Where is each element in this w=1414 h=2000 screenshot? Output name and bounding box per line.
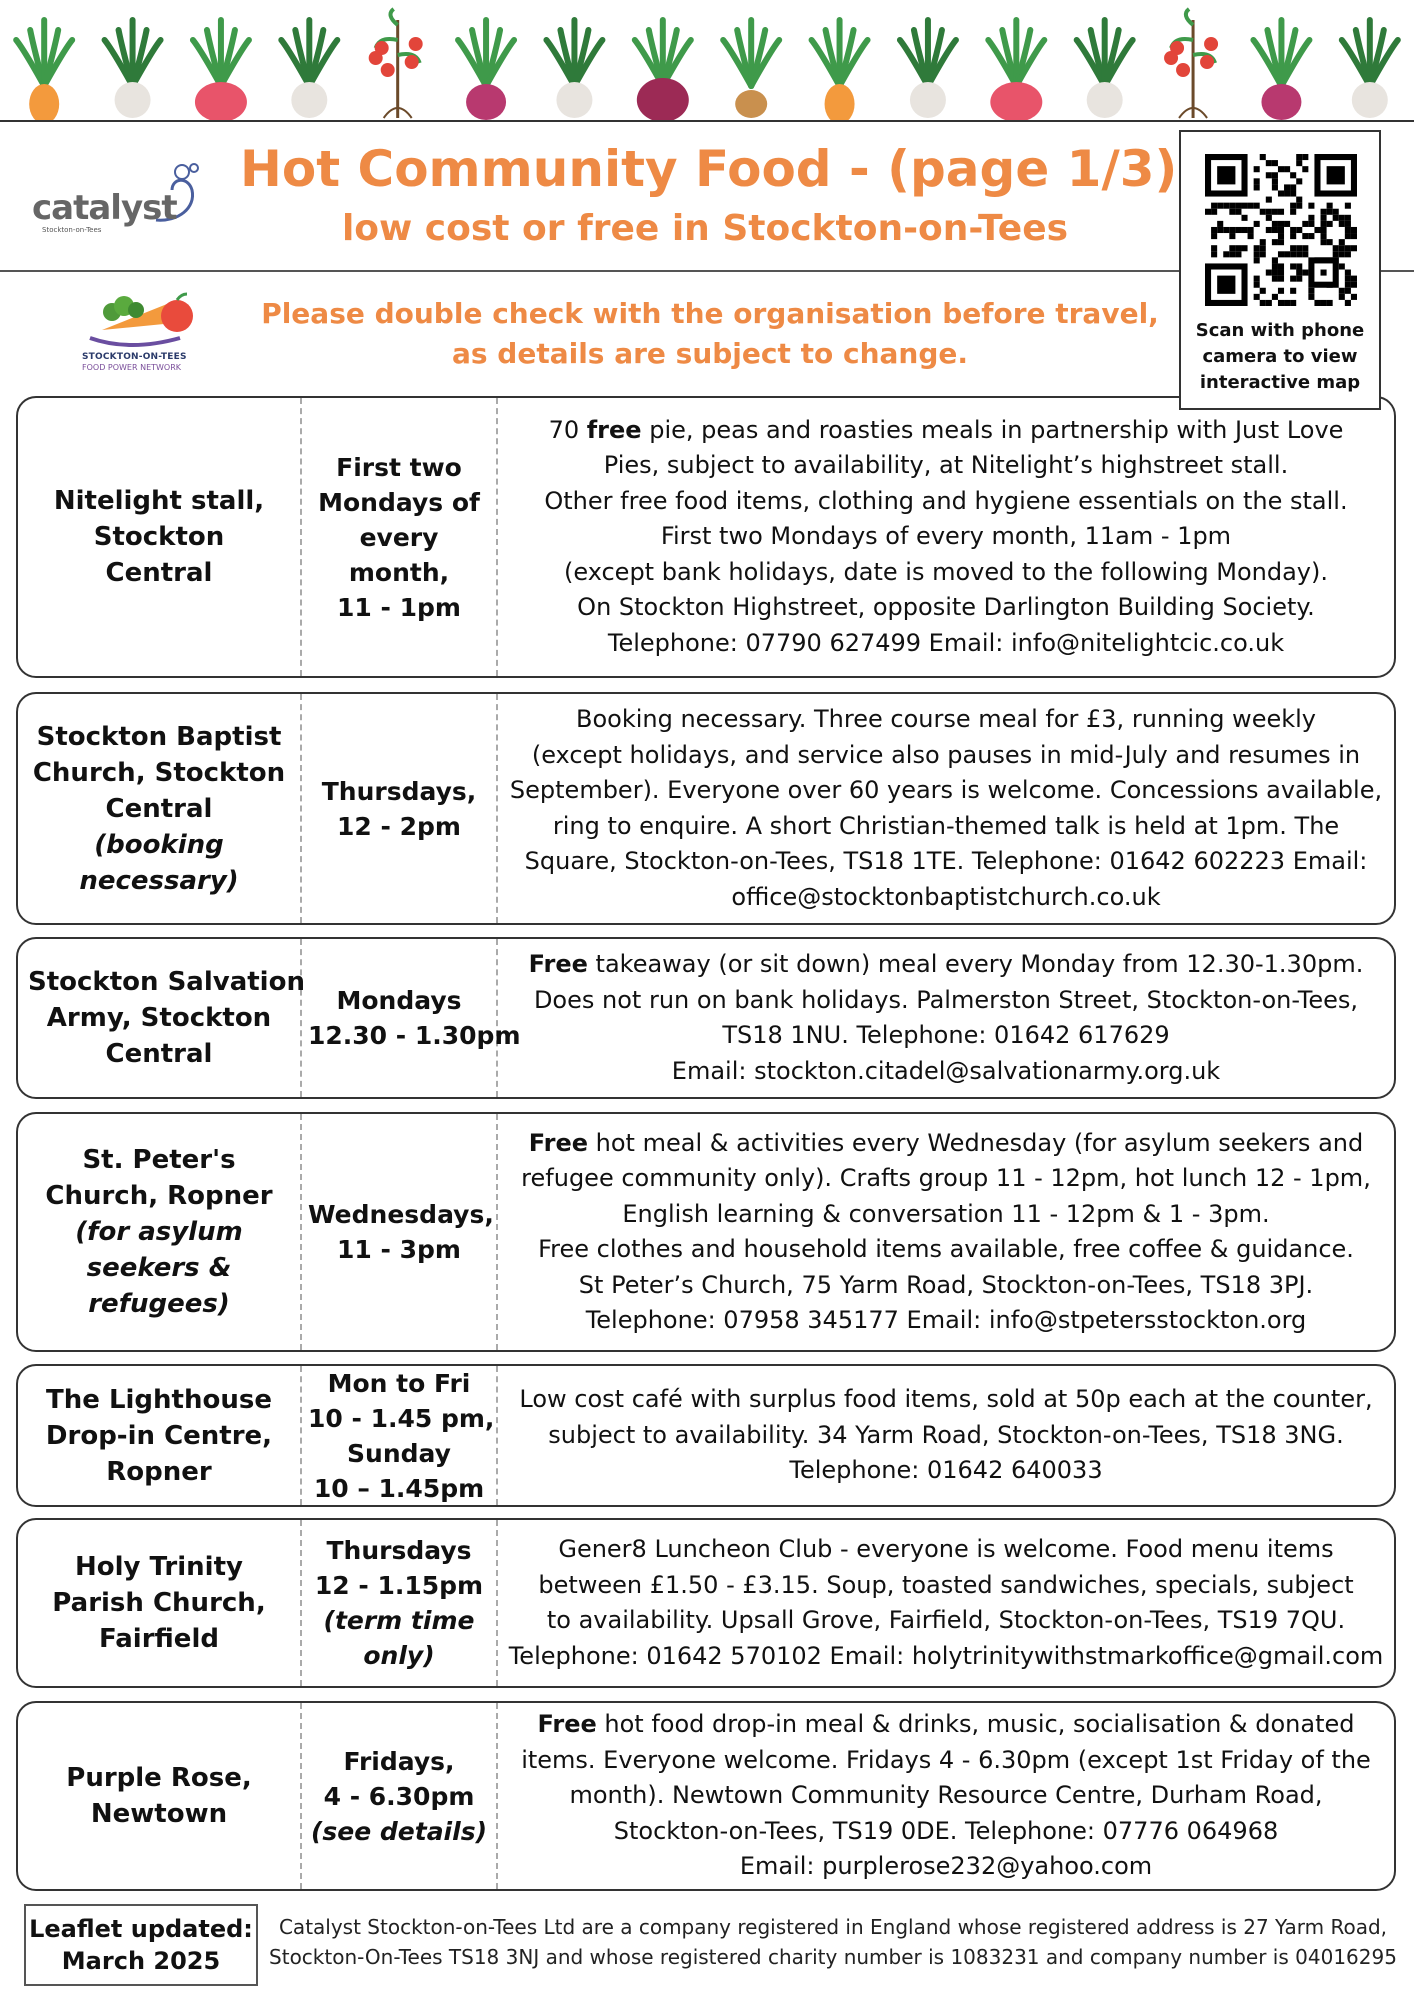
description-line: Telephone: 07790 627499 Email: info@nitelightcic.co.uk [607, 628, 1285, 657]
description-highlight: Free [537, 1710, 597, 1739]
opening-time-line: 4 - 6.30pm [323, 1781, 475, 1811]
listing-entry [16, 396, 1396, 678]
venue-name-line: The Lighthouse [46, 1384, 272, 1415]
description [508, 947, 1384, 1089]
opening-time-line: 10 - 1.45 pm, [308, 1403, 495, 1433]
food-power-name: STOCKTON-ON-TEES [82, 352, 187, 362]
updated-date: March 2025 [61, 1947, 221, 1975]
venue-name [28, 483, 290, 591]
venue-name-cell [18, 1366, 302, 1505]
opening-time-line: Thursdays, [321, 776, 477, 806]
description-line: subject to availability. 34 Yarm Road, Stockton-on-Tees, TS18 3NG. [548, 1420, 1344, 1449]
venue-name-line: Nitelight stall, [53, 486, 265, 516]
venue-name-line: Newtown [90, 1799, 228, 1829]
venue-name-cell [18, 1520, 302, 1686]
description-line: ring to enquire. A short Christian-themed talk is held at 1pm. The [552, 811, 1340, 840]
legal-line: Catalyst Stockton-on-Tees Ltd are a company registered in England whose registered address is 27 Yarm Road, [278, 1915, 1388, 1939]
venue-name-line: Holy Trinity [75, 1552, 243, 1582]
description-cell [498, 939, 1394, 1097]
vegetable-basket-icon [72, 290, 202, 350]
description-line: Telephone: 01642 640033 [789, 1456, 1103, 1485]
description-highlight: Free [528, 950, 588, 978]
opening-time-line: 12 - 1.15pm [314, 1571, 484, 1600]
description [508, 413, 1384, 662]
venue-name-line: St. Peter's [82, 1145, 236, 1175]
opening-time-line: 12 - 2pm [337, 811, 461, 841]
opening-time [308, 983, 521, 1053]
tomato-plant-icon [369, 9, 423, 118]
turnip-icon [1342, 20, 1398, 118]
description-cell [498, 1703, 1394, 1889]
venue-name-cell [18, 398, 302, 676]
description-cell [498, 694, 1394, 923]
opening-time [308, 1744, 490, 1849]
description-line: office@stocktonbaptistchurch.co.uk [731, 882, 1161, 911]
qr-caption [1181, 318, 1379, 396]
description-text: pie, peas and roasties meals in partnership with Just Love [641, 415, 1344, 444]
opening-time-line: First two [336, 452, 462, 482]
venue-name-line: Ropner [106, 1456, 212, 1487]
description-line: to availability. Upsall Grove, Fairfield, Stockton-on-Tees, TS19 7QU. [546, 1606, 1346, 1634]
vegetable-banner [0, 0, 1414, 122]
description-line: Email: stockton.citadel@salvationarmy.org.uk [671, 1056, 1221, 1085]
venue-name-cell [18, 1703, 302, 1889]
notice-line: Please double check with the organisation before travel, [261, 297, 1159, 330]
description-highlight: free [586, 415, 642, 444]
opening-time-line: Sunday [347, 1438, 451, 1468]
venue-name-line: Central [105, 793, 213, 824]
venue-name [28, 1382, 290, 1490]
beetroot-icon [635, 20, 691, 122]
description-line: refugee community only). Crafts group 11 - 12pm, hot lunch 12 - 1pm, [521, 1164, 1371, 1192]
opening-time-line: 11 - 3pm [337, 1235, 461, 1264]
qr-code-box[interactable] [1179, 130, 1381, 410]
opening-time-line: 10 – 1.45pm [313, 1473, 485, 1503]
venue-name-line: Parish Church, [52, 1588, 266, 1618]
venue-name-line: Stockton [93, 522, 225, 552]
description-line: items. Everyone welcome. Fridays 4 - 6.30pm (except 1st Friday of the [521, 1745, 1371, 1774]
turnip-icon [546, 20, 602, 118]
opening-time-line: every [359, 522, 439, 552]
description-line: Other free food items, clothing and hygiene essentials on the stall. [544, 486, 1348, 515]
description-line: Free clothes and household items available, free coffee & guidance. [538, 1235, 1354, 1263]
description [508, 1382, 1384, 1489]
opening-time-line: Mon to Fri [327, 1368, 471, 1398]
description-line: First two Mondays of every month, 11am - 1pm [660, 522, 1232, 551]
listing-entry [16, 1112, 1396, 1352]
opening-time-note: (see details) [310, 1816, 488, 1846]
description-line [508, 1707, 1384, 1743]
qr-caption-line: interactive map [1199, 372, 1361, 393]
beet-icon [458, 20, 514, 120]
venue-name-line: Stockton Salvation [28, 967, 305, 997]
opening-time [308, 450, 490, 625]
description-line [508, 947, 1384, 983]
description-line: Email: purplerose232@yahoo.com [739, 1852, 1153, 1881]
venue-name-cell [18, 1114, 302, 1350]
opening-time-cell [302, 1520, 498, 1686]
description-line: month). Newtown Community Resource Centre, Durham Road, [569, 1781, 1323, 1810]
page-title: Hot Community Food - (page 1/3) [240, 140, 1178, 198]
legal-line: Stockton-On-Tees TS18 3NJ and whose registered charity number is 1083231 and company number is 04016295 [269, 1945, 1397, 1969]
vegetable-illustration [0, 0, 1414, 122]
description [508, 1126, 1384, 1339]
venue-name [28, 1760, 290, 1832]
updated-label: Leaflet updated: [29, 1915, 253, 1943]
turnip-icon [900, 20, 956, 118]
description-cell [498, 1366, 1394, 1505]
venue-name-line: Purple Rose, [66, 1763, 252, 1793]
description-line: Stockton-on-Tees, TS19 0DE. Telephone: 07776 064968 [613, 1816, 1279, 1845]
description-line: September). Everyone over 60 years is welcome. Concessions available, [509, 776, 1383, 804]
banner-divider [0, 120, 1414, 122]
opening-time [308, 1533, 490, 1673]
description-line [508, 413, 1384, 449]
listing-entry [16, 692, 1396, 925]
opening-time-line: Wednesdays, [308, 1200, 494, 1229]
opening-time-cell [302, 1114, 498, 1350]
listing-entry [16, 1364, 1396, 1507]
listing-entry [16, 1518, 1396, 1688]
venue-name-line: Central [105, 558, 213, 588]
venue-name-cell [18, 939, 305, 1097]
description-text: takeaway (or sit down) meal every Monday from 12.30-1.30pm. [587, 950, 1364, 978]
opening-time-line: Fridays, [343, 1746, 455, 1776]
description-line: between £1.50 - £3.15. Soup, toasted sandwiches, specials, subject [538, 1570, 1354, 1599]
description-cell [498, 398, 1394, 676]
qr-caption-line: Scan with phone [1195, 320, 1365, 341]
description [508, 1707, 1384, 1885]
description-line: Telephone: 07958 345177 Email: info@stpetersstockton.org [585, 1306, 1307, 1334]
catalyst-wordmark: catalyst [32, 188, 177, 228]
opening-time-cell [302, 1703, 498, 1889]
description-cell [498, 1114, 1394, 1350]
turnip-icon [105, 20, 161, 118]
opening-time-line: Mondays of [318, 487, 480, 517]
opening-time-cell [302, 939, 521, 1097]
description-line: Low cost café with surplus food items, sold at 50p each at the counter, [519, 1385, 1373, 1414]
carrot-icon [812, 20, 868, 122]
notice-line: as details are subject to change. [451, 337, 969, 370]
turnip-icon [281, 20, 337, 118]
listing-entry [16, 1701, 1396, 1891]
tomato-plant-icon [1164, 9, 1218, 118]
leaflet-updated-box [24, 1904, 258, 1986]
beet-icon [1253, 20, 1309, 120]
description-line: English learning & conversation 11 - 12pm & 1 - 3pm. [622, 1199, 1270, 1228]
legal-notice [268, 1912, 1398, 1972]
page-subtitle: low cost or free in Stockton-on-Tees [341, 208, 1069, 249]
description-lead: 70 [548, 415, 587, 444]
venue-name-line: Central [105, 1039, 213, 1069]
description-line: Does not run on bank holidays. Palmerston Street, Stockton-on-Tees, [533, 985, 1359, 1014]
opening-time [308, 1197, 494, 1267]
venue-name-line: Stockton Baptist [36, 721, 282, 752]
radish-icon [193, 20, 249, 122]
opening-time-cell [302, 398, 498, 676]
opening-time [308, 774, 490, 844]
opening-time-line: Mondays [336, 986, 462, 1015]
opening-time-line: 11 - 1pm [337, 592, 461, 622]
radish-icon [988, 20, 1044, 122]
opening-time-line: 12.30 - 1.30pm [308, 1021, 521, 1050]
turnip-icon [1077, 20, 1133, 118]
description-text: hot food drop-in meal & drinks, music, socialisation & donated [596, 1710, 1355, 1739]
venue-name [28, 1549, 290, 1657]
venue-name [28, 1142, 290, 1322]
venue-name-cell [18, 694, 302, 923]
description [508, 702, 1384, 915]
venue-name-line: Army, Stockton [46, 1003, 272, 1033]
description-line: Booking necessary. Three course meal for £3, running weekly [575, 705, 1316, 733]
venue-name-line: Fairfield [99, 1624, 219, 1654]
opening-time-cell [302, 694, 498, 923]
description-text: hot meal & activities every Wednesday (for asylum seekers and [588, 1128, 1364, 1157]
opening-time-line: month, [348, 557, 450, 587]
description-line: Pies, subject to availability, at Nitelight’s highstreet stall. [603, 451, 1289, 480]
venue-note: (for asylum seekers & refugees) [75, 1217, 243, 1319]
opening-time-note: (term time only) [323, 1606, 475, 1670]
description-line: TS18 1NU. Telephone: 01642 617629 [722, 1021, 1170, 1049]
description-line: (except bank holidays, date is moved to the following Monday). [564, 557, 1328, 586]
listing-entry [16, 937, 1396, 1099]
description-cell [498, 1520, 1394, 1686]
opening-time-cell [302, 1366, 498, 1505]
description-line: St Peter’s Church, 75 Yarm Road, Stockton-on-Tees, TS18 3PJ. [578, 1270, 1314, 1299]
venue-name-line: Drop-in Centre, [45, 1420, 273, 1451]
food-power-network-logo [72, 290, 212, 375]
qr-code-icon[interactable] [1205, 154, 1357, 306]
description-line: Gener8 Luncheon Club - everyone is welcome. Food menu items [558, 1535, 1334, 1563]
venue-name-line: Church, Ropner [45, 1181, 273, 1211]
catalyst-logo [28, 160, 188, 240]
carrot-icon [16, 20, 72, 122]
food-power-subtitle: FOOD POWER NETWORK [82, 363, 182, 372]
description-highlight: Free [528, 1128, 589, 1157]
description [508, 1532, 1384, 1674]
description-line: Square, Stockton-on-Tees, TS18 1TE. Telephone: 01642 602223 Email: [524, 847, 1368, 875]
venue-note: (booking necessary) [79, 829, 239, 896]
description-line [508, 1126, 1384, 1162]
potato-plant-icon [723, 20, 779, 118]
description-line: On Stockton Highstreet, opposite Darlington Building Society. [577, 593, 1315, 622]
description-line: (except holidays, and service also pauses in mid-July and resumes in [531, 740, 1361, 769]
description-line: Telephone: 01642 570102 Email: holytrinitywithstmarkoffice@gmail.com [508, 1641, 1384, 1670]
travel-notice [250, 294, 1170, 374]
opening-time-line: Thursdays [326, 1536, 472, 1565]
venue-name [28, 964, 305, 1072]
venue-name-line: Church, Stockton [32, 757, 286, 788]
catalyst-subtitle: Stockton-on-Tees [42, 226, 102, 234]
venue-name [28, 719, 290, 899]
opening-time [308, 1366, 495, 1506]
qr-caption-line: camera to view [1202, 346, 1358, 367]
